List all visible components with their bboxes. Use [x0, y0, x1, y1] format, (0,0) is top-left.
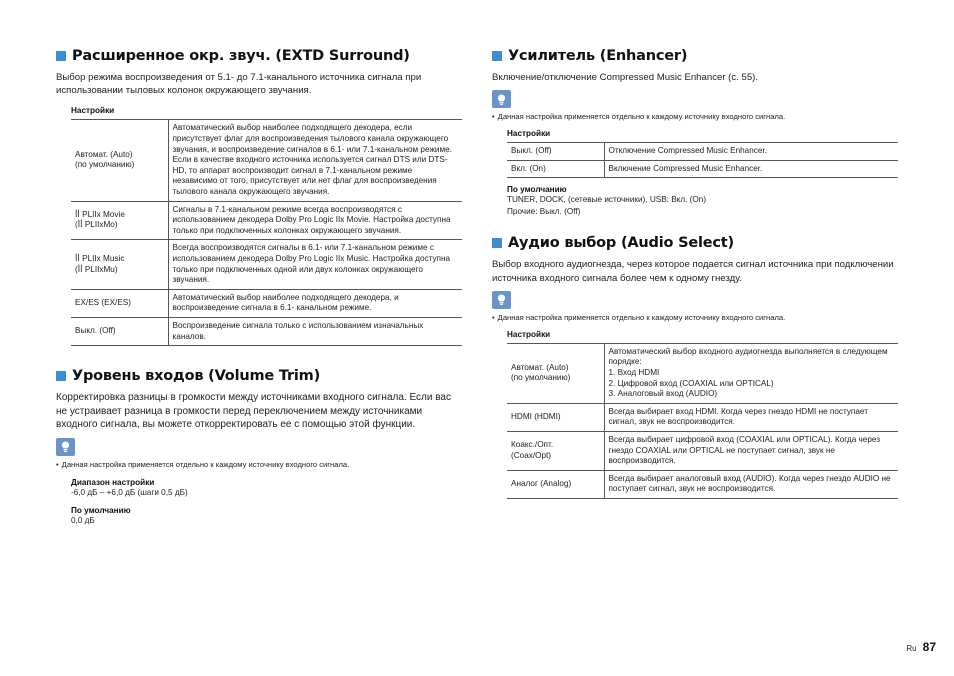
setting-description-cell: Сигналы в 7.1-канальном режиме всегда воспроизводятся с использованием декодера Dolby Pro Logic IIx Movie. Настройка доступна только при подключенных колонках окружающего звучания. — [168, 201, 462, 240]
audio-select-note: • Данная настройка применяется отдельно к каждому источнику входного сигнала. — [492, 312, 786, 322]
section-square-icon — [56, 371, 66, 381]
lightbulb-icon — [56, 438, 75, 456]
table-row — [507, 143, 898, 161]
table-row — [71, 289, 462, 317]
enhancer-description: Включение/отключение Compressed Music Enhancer (с. 55). — [492, 72, 759, 83]
enhancer-default-label: По умолчанию — [507, 185, 567, 195]
setting-description-cell: Автоматический выбор входного аудиогнезда выполняется в следующем порядке: 1. Вход HDMI 2. Цифровой вход (COAXIAL или OPTICAL) 3. Аналоговый вход (AUDIO) — [604, 343, 898, 403]
setting-name-cell: Автомат. (Auto) (по умолчанию) — [507, 343, 604, 403]
setting-name-cell: HDMI (HDMI) — [507, 403, 604, 431]
setting-description-cell: Отключение Compressed Music Enhancer. — [604, 143, 898, 161]
extd-settings-table-wrap — [71, 119, 462, 346]
lightbulb-icon-glyph — [495, 293, 508, 306]
extd-title: Расширенное окр. звуч. (EXTD Surround) — [72, 48, 410, 64]
enhancer-settings-table-wrap — [507, 142, 898, 178]
extd-settings-label: Настройки — [71, 106, 115, 116]
table-row — [507, 470, 898, 498]
enhancer-settings-label: Настройки — [507, 129, 551, 139]
setting-description-cell: Всегда выбирает вход HDMI. Когда через гнездо HDMI не поступает сигнал, звук не воспроизводится. — [604, 403, 898, 431]
setting-name-cell: Вкл. (On) — [507, 160, 604, 178]
enhancer-heading — [492, 48, 898, 64]
extd-settings-table — [71, 119, 462, 346]
audio-select-description: Выбор входного аудиогнезда, через которое подается сигнал источника при подключении источника входного сигнала более чем к одному гнезду. — [492, 259, 894, 284]
section-square-icon — [56, 51, 66, 61]
setting-description-cell: Воспроизведение сигнала только с использованием изначальных каналов. — [168, 317, 462, 345]
audio-select-heading — [492, 235, 898, 251]
audio-select-settings-table-wrap — [507, 343, 898, 499]
lightbulb-icon — [492, 291, 511, 309]
table-row — [71, 201, 462, 240]
volume-trim-default-value: 0,0 дБ — [71, 515, 95, 525]
setting-description-cell: Автоматический выбор наиболее подходящего декодера, если присутствует флаг для воспроизведения тылового канала окружающего звучания, и воспроизведение сигналов в 6.1- или 7.1-канальном режиме. Если в качестве входного источника используется сигнал DTS или DTS-HD, то аппарат воспроизводит сигнал в 7.1-канальном режиме независимо от того, присутствует или нет флаг для воспроизведения тылового канала окружающего звучания. — [168, 120, 462, 201]
enhancer-default-line1: TUNER, DOCK, (сетевые источники), USB: Вкл. (On) — [507, 195, 707, 205]
extd-heading — [56, 48, 462, 64]
volume-trim-default-label: По умолчанию — [71, 505, 131, 515]
volume-trim-description: Корректировка разницы в громкости между источниками входного сигнала. Если вас не устраивает разница в громкости перед переключением между источниками входного сигнала, вы можете откорректировать ее с помощью этой функции. — [56, 392, 451, 431]
audio-select-settings-label: Настройки — [507, 329, 551, 339]
setting-description-cell: Всегда воспроизводятся сигналы в 6.1- или 7.1-канальном режиме с использованием декодера Dolby Pro Logic IIx Music. Настройка доступна только при подключенных одной или двух колонках окружающего звучания. — [168, 240, 462, 289]
setting-name-cell: Автомат. (Auto) (по умолчанию) — [71, 120, 168, 201]
volume-trim-range-value: -6,0 дБ – +6,0 дБ (шаги 0,5 дБ) — [71, 487, 188, 497]
setting-name-cell: ꟾꟾ PLIIx Music (ꟾꟾ PLIIxMu) — [71, 240, 168, 289]
audio-select-settings-table — [507, 343, 898, 499]
volume-trim-title: Уровень входов (Volume Trim) — [72, 368, 321, 385]
left-column — [56, 48, 462, 527]
enhancer-title: Усилитель (Enhancer) — [508, 48, 688, 64]
table-row — [507, 343, 898, 403]
section-square-icon — [492, 238, 502, 248]
setting-name-cell: Выкл. (Off) — [71, 317, 168, 345]
setting-description-cell: Всегда выбирает цифровой вход (COAXIAL или OPTICAL). Когда через гнездо COAXIAL или OPTICAL не поступает сигнал, звук не воспроизводится. — [604, 431, 898, 470]
lightbulb-icon — [492, 90, 511, 108]
audio-select-title: Аудио выбор (Audio Select) — [508, 235, 734, 252]
volume-trim-heading — [56, 368, 462, 384]
extd-description: Выбор режима воспроизведения от 5.1- до 7.1-канального источника сигнала при использовании тыловых колонок окружающего звучания. — [56, 72, 422, 97]
enhancer-settings-table — [507, 142, 898, 178]
table-row — [71, 240, 462, 289]
enhancer-note: • Данная настройка применяется отдельно к каждому источнику входного сигнала. — [492, 112, 786, 122]
setting-name-cell: ꟾꟾ PLIIx Movie (ꟾꟾ PLIIxMo) — [71, 201, 168, 240]
setting-description-cell: Всегда выбирает аналоговый вход (AUDIO). Когда через гнездо AUDIO не поступает сигнал, звук не воспроизводится. — [604, 470, 898, 498]
setting-name-cell: Аналог (Analog) — [507, 470, 604, 498]
section-square-icon — [492, 51, 502, 61]
setting-name-cell: Коакс./Опт. (Coax/Opt) — [507, 431, 604, 470]
enhancer-default-line2: Прочие: Выкл. (Off) — [507, 207, 581, 217]
lightbulb-icon-glyph — [59, 440, 72, 453]
setting-name-cell: EX/ES (EX/ES) — [71, 289, 168, 317]
right-column — [492, 48, 898, 499]
setting-description-cell: Автоматический выбор наиболее подходящего декодера, и воспроизведение сигнала в 6.1- канальном режиме. — [168, 289, 462, 317]
table-row — [507, 431, 898, 470]
volume-trim-note: • Данная настройка применяется отдельно к каждому источнику входного сигнала. — [56, 459, 350, 469]
page-footer — [906, 640, 936, 654]
table-row — [71, 120, 462, 201]
volume-trim-range-label: Диапазон настройки — [71, 477, 155, 487]
lightbulb-icon-glyph — [495, 93, 508, 106]
setting-name-cell: Выкл. (Off) — [507, 143, 604, 161]
page-number: 87 — [922, 640, 936, 654]
table-row — [71, 317, 462, 345]
language-label: Ru — [906, 644, 917, 653]
table-row — [507, 160, 898, 178]
setting-description-cell: Включение Compressed Music Enhancer. — [604, 160, 898, 178]
table-row — [507, 403, 898, 431]
